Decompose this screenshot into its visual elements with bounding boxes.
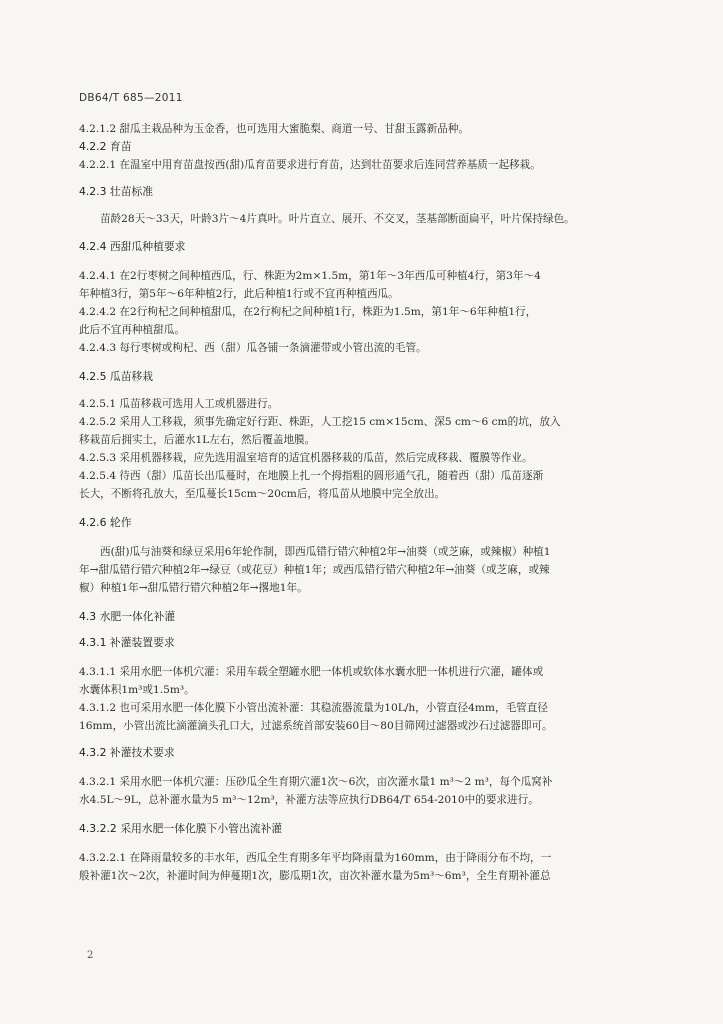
paragraph-rotation-line2: 年→甜瓜错行错穴种植2年→绿豆（或花豆）种植1年；或西瓜错行错穴种植2年→油葵（或芝麻，或辣 <box>79 564 550 576</box>
heading-4-2-2: 4.2.2 育苗 <box>79 140 132 153</box>
clause-4-2-5-4-line2: 长大，不断将孔放大，至瓜蔓长15cm～20cm后，将瓜苗从地膜中完全放出。 <box>79 488 446 500</box>
clause-4-3-2-1-line1: 4.3.2.1 采用水肥一体机穴灌：压砂瓜全生育期穴灌1次～6次，亩次灌水量1 m³～2 m³，每个瓜窝补 <box>79 776 553 788</box>
heading-4-3-2-2: 4.3.2.2 采用水肥一体化膜下小管出流补灌 <box>79 822 283 835</box>
clause-4-3-1-2-line1: 4.3.1.2 也可采用水肥一体化膜下小管出流补灌：其稳流器流量为10L/h，小管直径4mm，毛管直径 <box>79 702 548 714</box>
paragraph-rotation-line3: 椒）种植1年→甜瓜错行错穴种植2年→撂地1年。 <box>79 582 308 594</box>
page-number: 2 <box>87 950 94 961</box>
heading-4-2-4: 4.2.4 西甜瓜种植要求 <box>79 240 186 253</box>
clause-4-2-4-2-line2: 此后不宜再种植甜瓜。 <box>79 324 185 336</box>
paragraph-seedling-standard: 苗龄28天～33天，叶龄3片～4片真叶。叶片直立、展开、不交叉，茎基部断面扁平，叶片保持绿色。 <box>100 213 575 225</box>
clause-4-2-4-1-line1: 4.2.4.1 在2行枣树之间种植西瓜，行、株距为2m×1.5m，第1年～3年西瓜可种植4行，第3年～4 <box>79 270 541 282</box>
heading-4-2-3: 4.2.3 壮苗标准 <box>79 185 154 198</box>
clause-4-3-1-1-line2: 水囊体积1m³或1.5m³。 <box>79 684 195 696</box>
clause-4-3-2-1-line2: 水4.5L～9L，总补灌水量为5 m³～12m³，补灌方法等应执行DB64/T 654-2010中的要求进行。 <box>79 794 539 806</box>
clause-4-3-1-2-line2: 16mm，小管出流比滴灌滴头孔口大，过滤系统首部安装60目～80目筛网过滤器或沙石过滤器即可。 <box>79 720 553 732</box>
clause-4-2-4-3: 4.2.4.3 每行枣树或枸杞、西（甜）瓜各铺一条滴灌带或小管出流的毛管。 <box>79 342 427 354</box>
clause-4-2-4-1-line2: 年种植3行，第5年～6年种植2行，此后种植1行或不宜再种植西瓜。 <box>79 288 399 300</box>
clause-4-2-4-2-line1: 4.2.4.2 在2行枸杞之间种植甜瓜，在2行枸杞之间种植1行，株距为1.5m，第1年～6年种植1行， <box>79 306 537 318</box>
heading-4-2-5: 4.2.5 瓜苗移栽 <box>79 370 154 383</box>
paragraph-rotation-line1: 西(甜)瓜与油葵和绿豆采用6年轮作制，即西瓜错行错穴种植2年→油葵（或芝麻，或辣椒）种植1 <box>100 546 551 558</box>
clause-4-2-5-3: 4.2.5.3 采用机器移栽，应先选用温室培育的适宜机器移栽的瓜苗，然后完成移栽、覆膜等作业。 <box>79 452 533 464</box>
document-header: DB64/T 685—2011 <box>79 92 183 104</box>
clause-4-2-1-2: 4.2.1.2 甜瓜主栽品种为玉金香，也可选用大蜜脆梨、商道一号、甘甜玉露新品种。 <box>79 123 470 135</box>
heading-4-3-1: 4.3.1 补灌装置要求 <box>79 636 175 649</box>
clause-4-2-5-1: 4.2.5.1 瓜苗移栽可选用人工或机器进行。 <box>79 398 279 410</box>
clause-4-2-2-1: 4.2.2.1 在温室中用育苗盘按西(甜)瓜育苗要求进行育苗，达到壮苗要求后连同营养基质一起移栽。 <box>79 159 541 171</box>
heading-4-3: 4.3 水肥一体化补灌 <box>79 610 176 623</box>
clause-4-3-2-2-1-line2: 般补灌1次～2次，补灌时间为伸蔓期1次，膨瓜期1次，亩次补灌水量为5m³～6m³，全生育期补灌总 <box>79 870 551 882</box>
clause-4-3-1-1-line1: 4.3.1.1 采用水肥一体机穴灌：采用车载全塑罐水肥一体机或软体水囊水肥一体机进行穴灌，罐体或 <box>79 666 544 678</box>
heading-4-3-2: 4.3.2 补灌技术要求 <box>79 746 175 759</box>
clause-4-2-5-2-line1: 4.2.5.2 采用人工移栽，须事先确定好行距、株距，人工挖15 cm×15cm、深5 cm～6 cm的坑，放入 <box>79 416 561 428</box>
clause-4-2-5-4-line1: 4.2.5.4 待西（甜）瓜苗长出瓜蔓时，在地膜上扎一个拇指粗的圆形通气孔，随着西（甜）瓜苗逐渐 <box>79 470 544 482</box>
heading-4-2-6: 4.2.6 轮作 <box>79 516 132 529</box>
clause-4-3-2-2-1-line1: 4.3.2.2.1 在降雨量较多的丰水年，西瓜全生育期多年平均降雨量为160mm，由于降雨分布不均，一 <box>79 852 552 864</box>
clause-4-2-5-2-line2: 移栽苗后拥实土，后灌水1L左右，然后覆盖地膜。 <box>79 434 316 446</box>
